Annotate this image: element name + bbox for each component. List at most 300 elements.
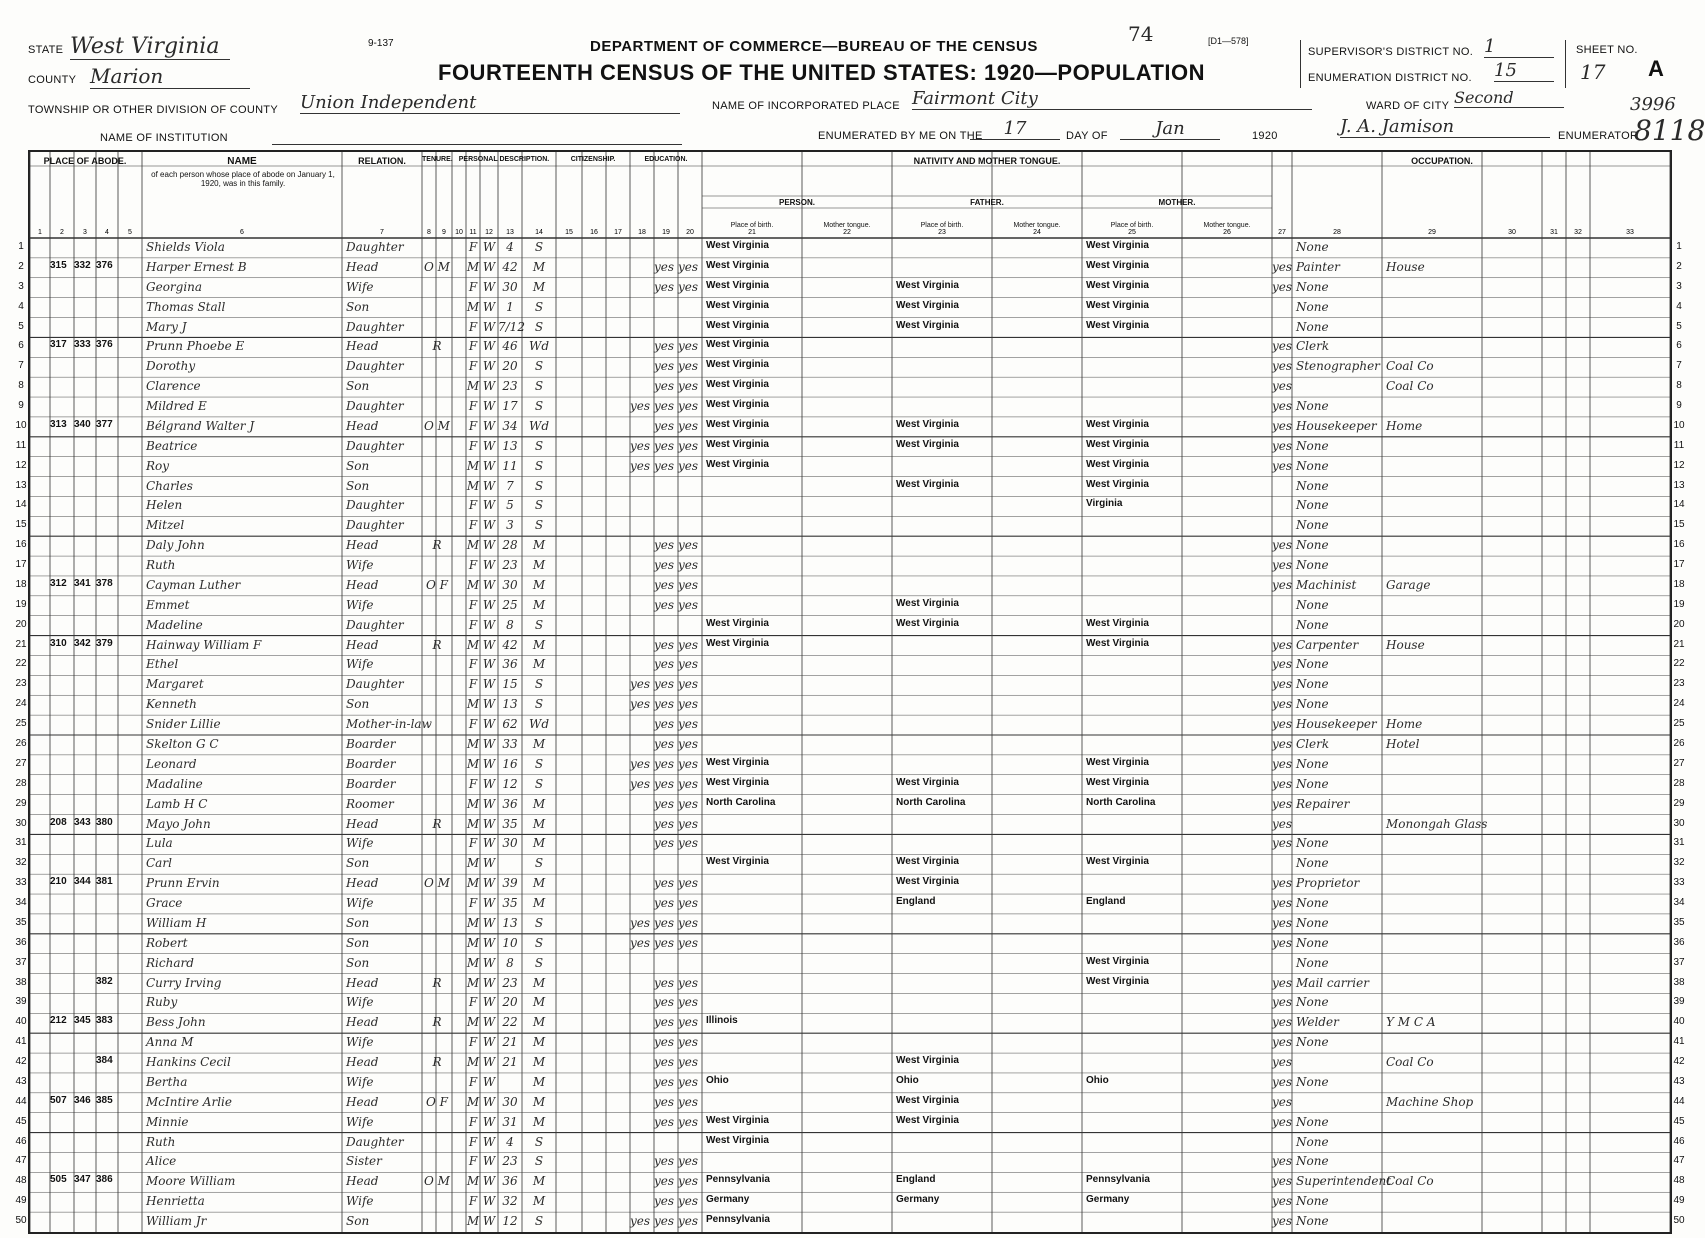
cell-race: W	[482, 1174, 496, 1189]
enumerator-value: J. A. Jamison	[1340, 116, 1550, 138]
column-number: 4	[105, 229, 109, 236]
cell-race: W	[482, 816, 496, 831]
cell-rel: Son	[346, 299, 370, 314]
cell-mbp: West Virginia	[1086, 279, 1149, 291]
cell-occ: Proprietor	[1296, 876, 1360, 891]
cell-dw: 344	[74, 876, 91, 888]
row-number: 13	[1673, 479, 1685, 491]
row-number: 24	[1673, 698, 1685, 710]
cell-eng: yes	[1272, 399, 1293, 414]
column-number: 27	[1278, 229, 1286, 236]
row-number: 36	[1673, 936, 1685, 948]
year: 1920	[1252, 130, 1278, 142]
cell-fam: 386	[96, 1174, 113, 1186]
cell-mbp: West Virginia	[1086, 776, 1149, 788]
cell-read: yes	[654, 1035, 675, 1050]
cell-age: 7	[506, 478, 514, 493]
row-number: 30	[15, 817, 27, 829]
cell-occ: None	[1296, 955, 1329, 970]
cell-age: 7/12	[498, 319, 525, 334]
cell-mbp: West Virginia	[1086, 756, 1149, 768]
cell-read: yes	[654, 1055, 675, 1070]
cell-occ: None	[1296, 856, 1329, 871]
enumerated-label: ENUMERATED BY ME ON THE	[818, 130, 983, 142]
ward-value: Second	[1454, 88, 1564, 108]
cell-age: 21	[502, 1035, 518, 1050]
cell-rel: Wife	[346, 279, 374, 294]
row-number: 35	[15, 916, 27, 928]
cell-write: yes	[678, 836, 699, 851]
cell-age: 1	[506, 299, 514, 314]
row-number: 21	[1673, 638, 1685, 650]
cell-write: yes	[678, 1114, 699, 1129]
row-number: 16	[15, 539, 27, 551]
cell-ms: S	[534, 776, 544, 791]
cell-race: W	[482, 915, 496, 930]
cell-race: W	[482, 558, 496, 573]
cell-own: R	[432, 1015, 442, 1030]
header-name: NAME	[227, 156, 257, 167]
cell-rel: Head	[346, 538, 379, 553]
cell-rel: Daughter	[346, 617, 404, 632]
row-number: 47	[1673, 1155, 1685, 1167]
cell-name: Margaret	[146, 677, 204, 692]
cell-race: W	[482, 737, 496, 751]
cell-write: yes	[678, 1015, 699, 1030]
cell-age: 12	[502, 776, 518, 791]
cell-rel: Head	[346, 816, 379, 831]
cell-age: 4	[506, 240, 514, 254]
row-number: 17	[1673, 559, 1685, 571]
cell-street: 212	[50, 1015, 67, 1027]
cell-name: Moore William	[146, 1174, 236, 1189]
cell-write: yes	[678, 697, 699, 712]
cell-mbp: Germany	[1086, 1194, 1130, 1206]
cell-school: yes	[630, 697, 651, 712]
cell-bp: West Virginia	[706, 299, 769, 311]
cell-rel: Son	[346, 379, 370, 394]
cell-ms: M	[532, 975, 546, 990]
cell-rel: Head	[346, 975, 379, 990]
cell-occ: None	[1296, 617, 1329, 632]
cell-rel: Head	[346, 418, 379, 433]
cell-name: Carl	[146, 856, 172, 871]
cell-name: Bess John	[146, 1015, 206, 1030]
cell-street: 507	[50, 1094, 67, 1106]
cell-name: Thomas Stall	[146, 299, 226, 314]
cell-rel: Wife	[346, 1035, 374, 1050]
cell-ms: S	[534, 617, 544, 632]
cell-race: W	[482, 975, 496, 990]
cell-eng: yes	[1272, 717, 1293, 732]
cell-ms: M	[532, 259, 546, 274]
cell-sex: M	[466, 975, 480, 990]
cell-race: W	[482, 1114, 496, 1129]
cell-race: W	[482, 299, 496, 314]
cell-ms: M	[532, 1035, 546, 1050]
row-number: 22	[1673, 658, 1685, 670]
header-father-pob: Place of birth.	[920, 222, 964, 229]
cell-fbp: Germany	[896, 1194, 940, 1206]
cell-write: yes	[678, 438, 699, 453]
cell-bp: West Virginia	[706, 359, 769, 371]
column-number: 28	[1333, 229, 1341, 236]
cell-race: W	[482, 1214, 496, 1229]
cell-bp: West Virginia	[706, 756, 769, 768]
row-number: 27	[1673, 757, 1685, 769]
cell-write: yes	[678, 339, 699, 354]
cell-ms: S	[534, 319, 544, 334]
column-number: 15	[565, 229, 573, 236]
cell-write: yes	[678, 876, 699, 891]
cell-write: yes	[678, 975, 699, 990]
cell-rel: Boarder	[346, 756, 396, 771]
cell-name: Madeline	[146, 617, 203, 632]
row-number: 16	[1673, 539, 1685, 551]
row-number: 8	[1676, 380, 1682, 392]
cell-ms: M	[532, 816, 546, 831]
cell-race: W	[482, 319, 496, 334]
cell-race: W	[482, 697, 496, 712]
row-number: 3	[18, 280, 24, 292]
row-number: 36	[15, 936, 27, 948]
cell-rel: Daughter	[346, 319, 404, 334]
column-number: 2	[60, 229, 64, 236]
column-number: 16	[590, 229, 598, 236]
cell-age: 23	[502, 975, 518, 990]
cell-occ: None	[1296, 995, 1329, 1010]
cell-mbp: West Virginia	[1086, 240, 1149, 251]
cell-occ: None	[1296, 1154, 1329, 1169]
row-number: 12	[1673, 459, 1685, 471]
row-number: 29	[1673, 797, 1685, 809]
cell-write: yes	[678, 597, 699, 612]
cell-write: yes	[678, 1035, 699, 1050]
column-number: 21	[748, 229, 756, 236]
cell-read: yes	[654, 1074, 675, 1089]
supervisor-label: SUPERVISOR'S DISTRICT NO.	[1308, 46, 1474, 58]
row-number: 6	[18, 340, 24, 352]
cell-sex: F	[468, 558, 478, 573]
cell-school: yes	[630, 458, 651, 473]
cell-occ: None	[1296, 1074, 1329, 1089]
cell-rel: Sister	[346, 1154, 382, 1169]
cell-ind: Y M C A	[1386, 1015, 1436, 1030]
row-number: 47	[15, 1155, 27, 1167]
cell-read: yes	[654, 1015, 675, 1030]
column-number: 3	[83, 229, 87, 236]
cell-fam: 382	[96, 975, 113, 987]
cell-occ: Housekeeper	[1296, 418, 1377, 433]
cell-street: 210	[50, 876, 67, 888]
row-number: 42	[1673, 1056, 1685, 1068]
column-number: 17	[614, 229, 622, 236]
cell-eng: yes	[1272, 279, 1293, 294]
cell-write: yes	[678, 915, 699, 930]
header-person: PERSON.	[778, 198, 815, 207]
row-number: 48	[15, 1175, 27, 1187]
cell-name: Grace	[146, 896, 183, 911]
state-label: STATE	[28, 44, 64, 56]
cell-ind: Home	[1386, 418, 1423, 433]
cell-age: 33	[502, 737, 518, 751]
cell-ms: M	[532, 538, 546, 553]
cell-age: 30	[502, 836, 518, 851]
cell-eng: yes	[1272, 896, 1293, 911]
cell-eng: yes	[1272, 259, 1293, 274]
cell-age: 23	[502, 379, 518, 394]
cell-race: W	[482, 359, 496, 374]
cell-street: 317	[50, 339, 67, 351]
column-number: 22	[843, 229, 851, 236]
column-number: 23	[938, 229, 946, 236]
cell-write: yes	[678, 1214, 699, 1229]
cell-age: 36	[502, 1174, 518, 1189]
sheet-value: 17	[1580, 60, 1606, 84]
cell-age: 36	[502, 657, 518, 672]
cell-name: Shields Viola	[146, 240, 225, 254]
cell-race: W	[482, 379, 496, 394]
cell-bp: West Virginia	[706, 319, 769, 331]
cell-name: Roy	[146, 458, 170, 473]
cell-read: yes	[654, 1094, 675, 1109]
cell-read: yes	[654, 1154, 675, 1169]
cell-ind: Coal Co	[1386, 379, 1434, 394]
cell-age: 13	[502, 697, 518, 712]
cell-ind: Monongah Glass	[1386, 816, 1488, 831]
row-number: 18	[1673, 578, 1685, 590]
cell-sex: M	[466, 637, 480, 652]
cell-eng: yes	[1272, 1154, 1293, 1169]
cell-write: yes	[678, 756, 699, 771]
cell-school: yes	[630, 776, 651, 791]
cell-occ: None	[1296, 458, 1329, 473]
cell-read: yes	[654, 717, 675, 732]
cell-occ: None	[1296, 677, 1329, 692]
cell-eng: yes	[1272, 558, 1293, 573]
column-number: 32	[1574, 229, 1582, 236]
cell-ms: S	[534, 955, 544, 970]
cell-write: yes	[678, 935, 699, 950]
cell-bp: West Virginia	[706, 279, 769, 291]
cell-sex: M	[466, 379, 480, 394]
cell-own: R	[432, 637, 442, 652]
cell-ms: M	[532, 1015, 546, 1030]
cell-bp: West Virginia	[706, 339, 769, 351]
cell-occ: None	[1296, 399, 1329, 414]
cell-dw: 347	[74, 1174, 91, 1186]
cell-rel: Head	[346, 1174, 379, 1189]
cell-street: 310	[50, 637, 67, 649]
row-number: 1	[1676, 241, 1682, 252]
row-number: 10	[15, 419, 27, 431]
cell-age: 4	[506, 1134, 514, 1149]
cell-sex: M	[466, 259, 480, 274]
incorporated-label: NAME OF INCORPORATED PLACE	[712, 100, 900, 112]
institution-line	[272, 144, 682, 145]
cell-ms: M	[532, 1094, 546, 1109]
census-table	[15, 150, 1685, 1234]
cell-rel: Wife	[346, 896, 374, 911]
cell-ms: S	[534, 518, 544, 533]
cell-street: 208	[50, 816, 67, 828]
cell-age: 23	[502, 558, 518, 573]
row-number: 15	[1673, 519, 1685, 531]
cell-ms: M	[532, 1114, 546, 1129]
cell-eng: yes	[1272, 339, 1293, 354]
cell-sex: F	[468, 319, 478, 334]
cell-fam: 383	[96, 1015, 113, 1027]
cell-read: yes	[654, 637, 675, 652]
row-number: 11	[1673, 439, 1685, 451]
cell-read: yes	[654, 399, 675, 414]
cell-sex: F	[468, 240, 478, 254]
cell-race: W	[482, 796, 496, 811]
cell-ms: S	[534, 359, 544, 374]
cell-age: 11	[502, 458, 518, 473]
enumerated-day: 17	[970, 118, 1060, 140]
cell-read: yes	[654, 935, 675, 950]
column-number: 5	[128, 229, 132, 236]
cell-eng: yes	[1272, 677, 1293, 692]
cell-read: yes	[654, 796, 675, 811]
cell-eng: yes	[1272, 776, 1293, 791]
row-number: 46	[1673, 1135, 1685, 1147]
cell-sex: F	[468, 1194, 478, 1209]
cell-sex: M	[466, 856, 480, 871]
cell-sex: M	[466, 1055, 480, 1070]
cell-mbp: England	[1086, 896, 1126, 908]
cell-read: yes	[654, 776, 675, 791]
cell-name: Prunn Ervin	[146, 876, 220, 891]
cell-eng: yes	[1272, 379, 1293, 394]
county-label: COUNTY	[28, 74, 77, 86]
row-number: 9	[18, 400, 24, 412]
cell-occ: None	[1296, 776, 1329, 791]
cell-race: W	[482, 478, 496, 493]
cell-mbp: West Virginia	[1086, 319, 1149, 331]
cell-ms: S	[534, 756, 544, 771]
header-father-tongue: Mother tongue.	[1013, 222, 1061, 229]
cell-read: yes	[654, 379, 675, 394]
cell-race: W	[482, 339, 496, 354]
page-title: FOURTEENTH CENSUS OF THE UNITED STATES: 1920—POPULATION	[438, 60, 1206, 85]
cell-race: W	[482, 637, 496, 652]
cell-occ: Painter	[1296, 259, 1340, 274]
cell-occ: None	[1296, 697, 1329, 712]
cell-race: W	[482, 955, 496, 970]
row-number: 45	[1673, 1115, 1685, 1127]
cell-name: William Jr	[146, 1214, 207, 1229]
cell-race: W	[482, 617, 496, 632]
cell-age: 31	[502, 1114, 518, 1129]
cell-write: yes	[678, 995, 699, 1010]
cell-mbp: West Virginia	[1086, 975, 1149, 987]
cell-ms: S	[534, 399, 544, 414]
cell-ms: M	[532, 558, 546, 573]
cell-fbp: West Virginia	[896, 299, 959, 311]
row-number: 2	[18, 260, 24, 272]
cell-occ: None	[1296, 1114, 1329, 1129]
cell-age: 30	[502, 1094, 518, 1109]
header-name-desc: of each person whose place of abode on January 1, 1920, was in this family.	[151, 170, 335, 188]
cell-rel: Wife	[346, 1194, 374, 1209]
cell-dw: 341	[74, 577, 91, 589]
cell-school: yes	[630, 438, 651, 453]
row-number: 26	[1673, 738, 1685, 749]
column-number: 14	[535, 229, 543, 236]
row-number: 3	[1676, 280, 1682, 292]
cell-ms: M	[532, 577, 546, 592]
cell-ms: S	[534, 677, 544, 692]
cell-ms: S	[534, 498, 544, 513]
row-number: 25	[15, 718, 27, 730]
cell-race: W	[482, 1094, 496, 1109]
cell-write: yes	[678, 776, 699, 791]
cell-name: Anna M	[146, 1035, 194, 1050]
cell-street: 505	[50, 1174, 67, 1186]
ed-label: ENUMERATION DISTRICT NO.	[1308, 72, 1472, 84]
cell-eng: yes	[1272, 418, 1293, 433]
cell-rel: Wife	[346, 558, 374, 573]
cell-rel: Boarder	[346, 776, 396, 791]
cell-read: yes	[654, 697, 675, 712]
cell-race: W	[482, 1035, 496, 1050]
cell-school: yes	[630, 756, 651, 771]
cell-ms: S	[534, 379, 544, 394]
cell-occ: None	[1296, 935, 1329, 950]
cell-eng: yes	[1272, 756, 1293, 771]
cell-race: W	[482, 259, 496, 274]
cell-write: yes	[678, 279, 699, 294]
cell-name: Ruth	[146, 1134, 176, 1149]
cell-race: W	[482, 935, 496, 950]
cell-school: yes	[630, 1214, 651, 1229]
cell-sex: F	[468, 339, 478, 354]
cell-name: Emmet	[146, 597, 190, 612]
header-occupation: OCCUPATION.	[1411, 156, 1473, 166]
cell-sex: F	[468, 677, 478, 692]
cell-age: 25	[502, 597, 518, 612]
cell-bp: North Carolina	[706, 796, 776, 808]
cell-bp: West Virginia	[706, 617, 769, 629]
cell-write: yes	[678, 418, 699, 433]
cell-name: Richard	[146, 955, 194, 970]
cell-name: Kenneth	[146, 697, 197, 712]
cell-own: O M	[424, 259, 450, 274]
header-mother-pob: Place of birth.	[1110, 222, 1154, 229]
cell-age: 20	[502, 359, 518, 374]
cell-fbp: West Virginia	[896, 856, 959, 868]
cell-mbp: West Virginia	[1086, 617, 1149, 629]
cell-sex: M	[466, 1174, 480, 1189]
cell-ind: Garage	[1386, 577, 1431, 592]
cell-bp: West Virginia	[706, 379, 769, 391]
header-person-tongue: Mother tongue.	[823, 222, 871, 229]
cell-write: yes	[678, 1174, 699, 1189]
sheet-label: SHEET NO.	[1576, 44, 1638, 56]
cell-ms: Wd	[528, 717, 549, 732]
header-mother: MOTHER.	[1158, 198, 1196, 207]
page-number: 74	[1128, 22, 1154, 46]
cell-rel: Son	[346, 856, 370, 871]
column-number: 30	[1508, 229, 1516, 236]
cell-age: 46	[502, 339, 518, 354]
cell-name: Henrietta	[146, 1194, 205, 1209]
cell-ms: S	[534, 915, 544, 930]
cell-race: W	[482, 836, 496, 851]
cell-rel: Wife	[346, 995, 374, 1010]
